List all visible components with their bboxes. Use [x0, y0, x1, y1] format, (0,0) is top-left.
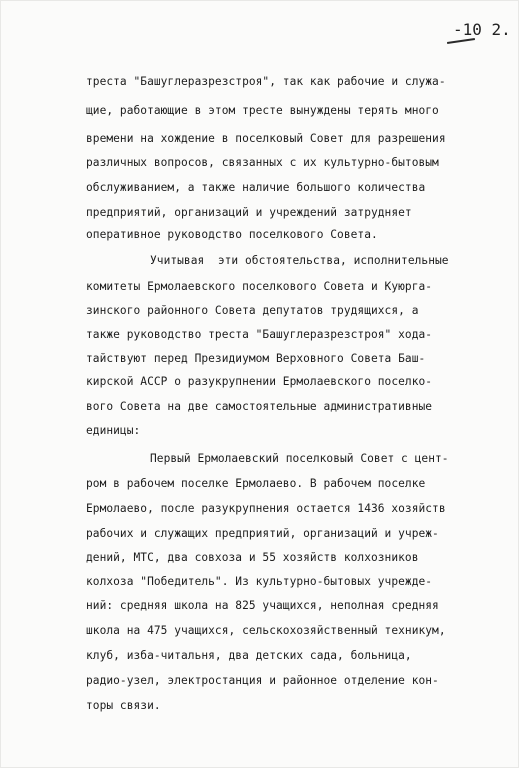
- text-line: вого Совета на две самостоятельные административные: [86, 400, 433, 413]
- text-line: дений, МТС, два совхоза и 55 хозяйств колхозников: [86, 551, 419, 564]
- text-line: Учитывая эти обстоятельства, исполнительные: [150, 254, 449, 267]
- text-line: предприятий, организаций и учреждений затрудняет: [86, 206, 412, 219]
- text-line: обслуживанием, а также наличие большого количества: [86, 181, 426, 194]
- text-line: тайствуют перед Президиумом Верховного Совета Баш-: [86, 352, 426, 365]
- text-line: различных вопросов, связанных с их культурно-бытовым: [86, 156, 439, 169]
- text-line: комитеты Ермолаевского поселкового Совета и Куюрга-: [86, 280, 433, 293]
- text-line: ний: средняя школа на 825 учащихся, неполная средняя: [86, 599, 439, 612]
- text-line: Первый Ермолаевский поселковый Совет с цент-: [150, 452, 449, 465]
- text-line: треста "Башуглеразрезстроя", так как рабочие и служа-: [86, 75, 446, 88]
- text-line: единицы:: [86, 424, 141, 437]
- text-line: торы связи.: [86, 699, 161, 712]
- text-line: Ермолаево, после разукрупнения остается 1436 хозяйств: [86, 502, 446, 515]
- text-line: радио-узел, электростанция и районное отделение кон-: [86, 674, 439, 687]
- text-line: времени на хождение в поселковый Совет для разрешения: [86, 132, 446, 145]
- text-line: щие, работающие в этом тресте вынуждены терять много: [86, 104, 439, 117]
- text-line: рабочих и служащих предприятий, организаций и учреж-: [86, 527, 439, 540]
- text-line: кирской АССР о разукрупнении Ермолаевского поселко-: [86, 375, 433, 388]
- text-line: также руководство треста "Башуглеразрезстроя" хода-: [86, 328, 433, 341]
- text-line: зинского районного Совета депутатов трудящихся, а: [86, 304, 419, 317]
- text-line: школа на 475 учащихся, сельскохозяйственный техникум,: [86, 624, 446, 637]
- page-number: -10 2.: [453, 20, 511, 39]
- text-line: клуб, изба-читальня, два детских сада, больница,: [86, 649, 412, 662]
- text-line: ром в рабочем поселке Ермолаево. В рабочем поселке: [86, 477, 426, 490]
- text-line: оперативное руководство поселкового Совета.: [86, 228, 378, 241]
- text-line: колхоза "Победитель". Из культурно-бытовых учрежде-: [86, 575, 433, 588]
